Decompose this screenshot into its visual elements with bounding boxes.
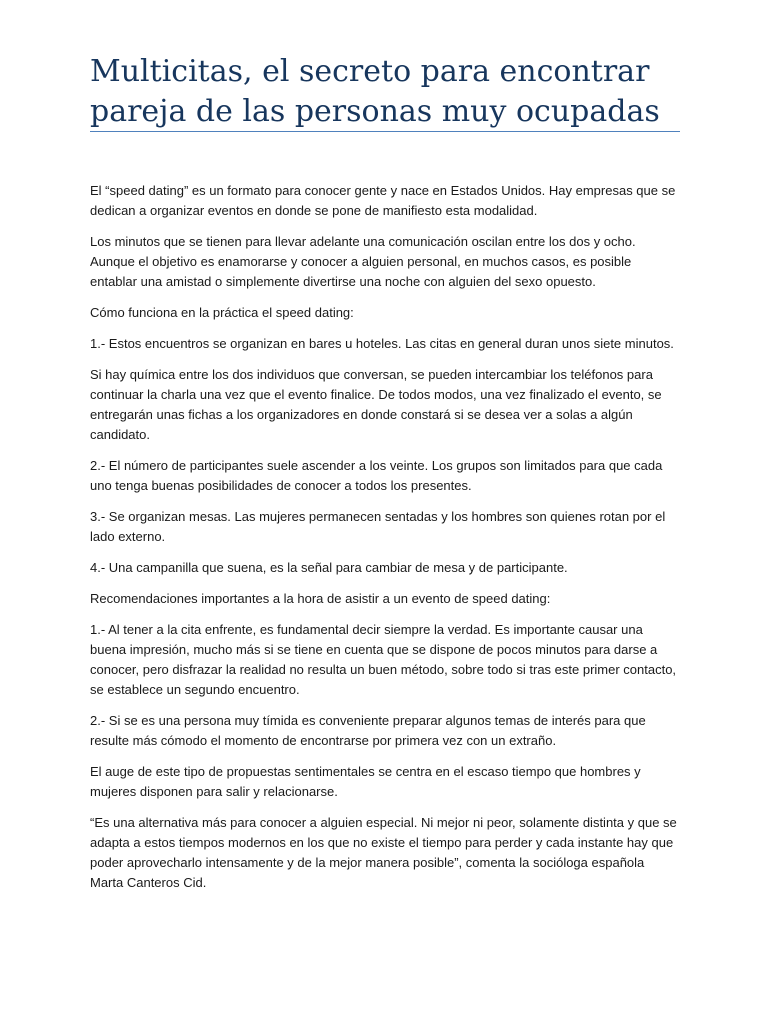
paragraph: 1.- Estos encuentros se organizan en bares u hoteles. Las citas en general duran unos siete minutos. — [90, 336, 674, 351]
document-title: Multicitas, el secreto para encontrar pareja de las personas muy ocupadas — [90, 54, 660, 129]
paragraph: Si hay química entre los dos individuos que conversan, se pueden intercambiar los teléfonos para continuar la charla una vez que el evento finalice. De todos modos, una vez finalizado el evento, se entregarán unas fichas a los organizadores en donde constará si se desea ver a solas a algún candidato. — [90, 367, 662, 442]
paragraph: 2.- El número de participantes suele ascender a los veinte. Los grupos son limitados para que cada uno tenga buenas posibilidades de conocer a todos los presentes. — [90, 458, 663, 493]
paragraph: 4.- Una campanilla que suena, es la señal para cambiar de mesa y de participante. — [90, 560, 568, 575]
paragraph: 1.- Al tener a la cita enfrente, es fundamental decir siempre la verdad. Es importante causar una buena impresión, mucho más si se tiene en cuenta que se dispone de pocos minutos para darse a conocer, pero disfrazar la realidad no resulta un buen método, sobre todo si tras este primer contacto, se establece un segundo encuentro. — [90, 622, 677, 697]
title-underline — [90, 131, 680, 132]
paragraph: El “speed dating” es un formato para conocer gente y nace en Estados Unidos. Hay empresas que se dedican a organizar eventos en donde se pone de manifiesto esta modalidad. — [90, 183, 676, 218]
paragraph: El auge de este tipo de propuestas sentimentales se centra en el escaso tiempo que hombres y mujeres disponen para salir y relacionarse. — [90, 764, 641, 799]
paragraph: 2.- Si se es una persona muy tímida es conveniente preparar algunos temas de interés para que resulte más cómodo el momento de encontrarse por primera vez con un extraño. — [90, 713, 646, 748]
paragraph: Cómo funciona en la práctica el speed dating: — [90, 305, 354, 320]
paragraph: Los minutos que se tienen para llevar adelante una comunicación oscilan entre los dos y ocho. Aunque el objetivo es enamorarse y conocer a alguien personal, en muchos casos, es posible entablar una amistad o simplemente divertirse una noche con alguien del sexo opuesto. — [90, 234, 636, 289]
document-body — [90, 181, 680, 904]
paragraph: 3.- Se organizan mesas. Las mujeres permanecen sentadas y los hombres son quienes rotan por el lado externo. — [90, 509, 666, 544]
paragraph: Recomendaciones importantes a la hora de asistir a un evento de speed dating: — [90, 591, 551, 606]
paragraph: “Es una alternativa más para conocer a alguien especial. Ni mejor ni peor, solamente distinta y que se adapta a estos tiempos modernos en los que no existe el tiempo para perder y cada instante hay que poder aprovecharlo intensamente y de la mejor manera posible”, comenta la socióloga española Marta Canteros Cid. — [90, 815, 677, 890]
